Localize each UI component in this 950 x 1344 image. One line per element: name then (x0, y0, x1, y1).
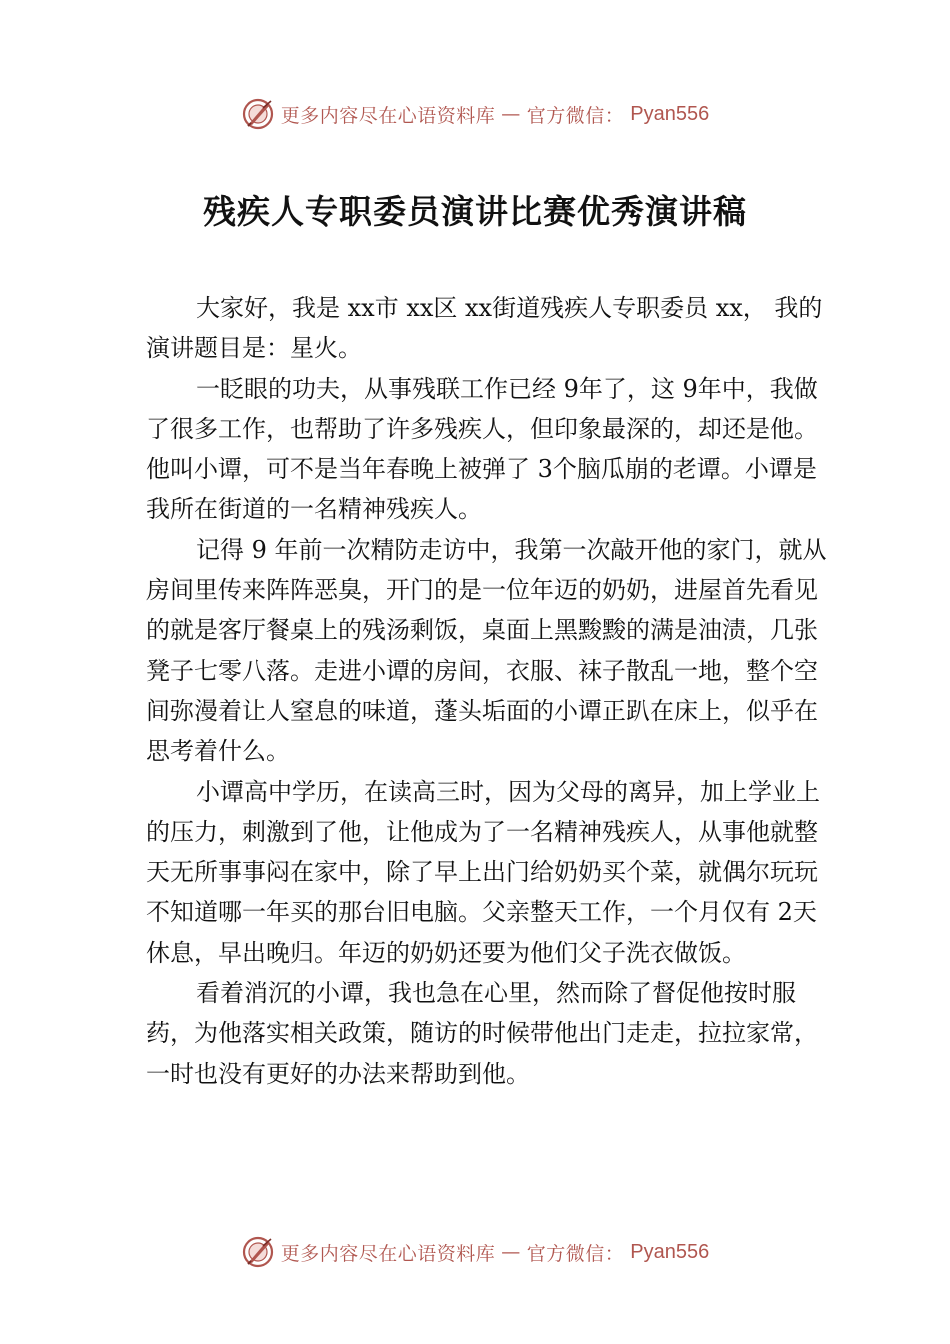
footer-wechat-label: 官方微信： (526, 1242, 625, 1265)
paragraph: 看着消沉的小谭，我也急在心里，然而除了督促他按时服药，为他落实相关政策，随访的时候带他出门走走，拉拉家常，一时也没有更好的办法来帮助到他。 (146, 979, 818, 1088)
header-brand-text: 更多内容尽在心语资料库 (280, 104, 496, 127)
document-body (146, 288, 838, 1094)
paragraph: 记得 9 年前一次精防走访中，我第一次敲开他的家门，就从房间里传来阵阵恶臭，开门的是一位年迈的奶奶，进屋首先看见的就是客厅餐桌上的残汤剩饭，桌面上黑黢黢的满是油渍，几张凳子七零八落。走进小谭的房间，衣服、袜子散乱一地，整个空间弥漫着让人窒息的味道，蓬头垢面的小谭正趴在床上，似乎在思考着什么。 (146, 535, 827, 766)
footer-separator: — (501, 1241, 521, 1263)
quill-pen-logo-icon (241, 97, 275, 131)
paragraph: 一眨眼的功夫，从事残联工作已经 9年了，这 9年中，我做了很多工作，也帮助了许多残疾人，但印象最深的，却还是他。他叫小谭，可不是当年春晚上被弹了 3个脑瓜崩的老谭。小谭是我所在街道的一名精神残疾人。 (146, 374, 818, 524)
header-separator: — (501, 103, 521, 125)
footer-brand-text: 更多内容尽在心语资料库 (280, 1242, 496, 1265)
footer-wechat-id: Pyan556 (630, 1240, 710, 1263)
header-wechat-id: Pyan556 (630, 102, 710, 125)
header-wechat-label: 官方微信： (526, 104, 625, 127)
paragraph-intro: 大家好，我是 xx市 xx区 xx街道残疾人专职委员 xx， 我的演讲题目是：星火。 (146, 294, 823, 363)
paragraph: 小谭高中学历，在读高三时，因为父母的离异，加上学业上的压力，刺激到了他，让他成为了一名精神残疾人，从事他就整天无所事事闷在家中，除了早上出门给奶奶买个菜，就偶尔玩玩不知道哪一年买的那台旧电脑。父亲整天工作，一个月仅有 2天休息，早出晚归。年迈的奶奶还要为他们父子洗衣做饭。 (146, 777, 820, 967)
header-banner (0, 94, 950, 134)
quill-pen-logo-icon (241, 1235, 275, 1269)
document-title: 残疾人专职委员演讲比赛优秀演讲稿 (203, 192, 747, 231)
footer-banner (0, 1232, 950, 1272)
